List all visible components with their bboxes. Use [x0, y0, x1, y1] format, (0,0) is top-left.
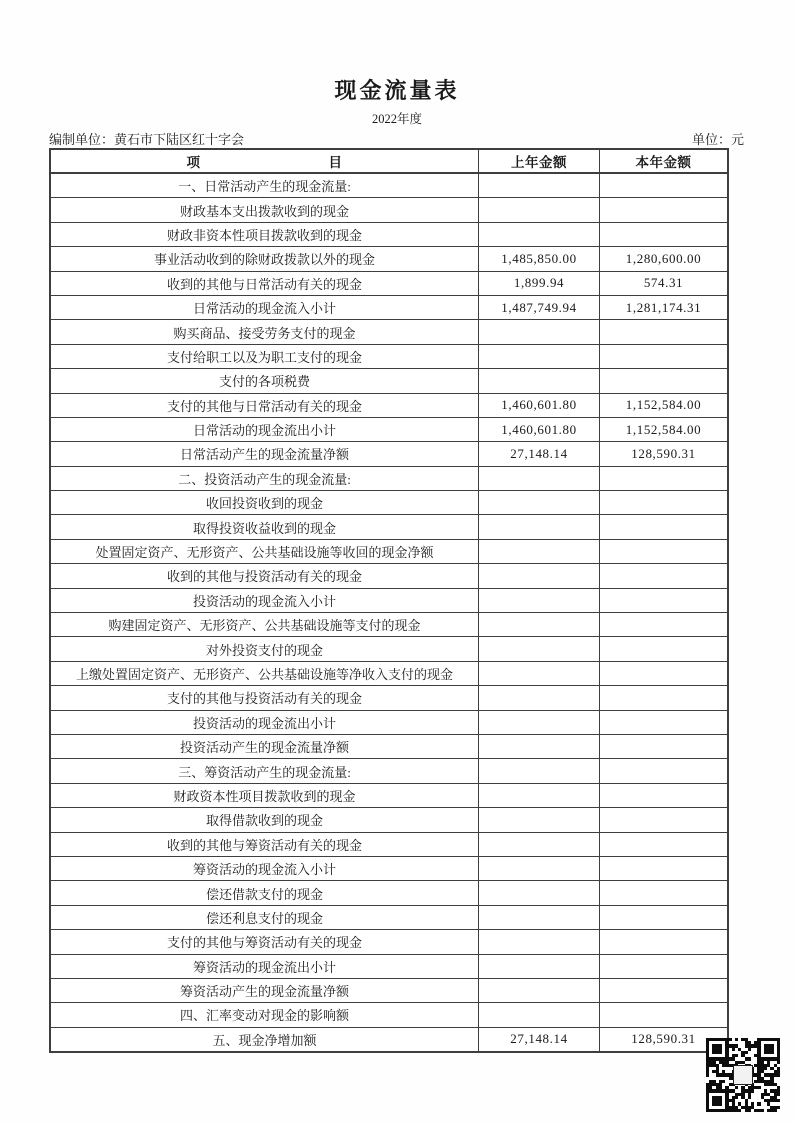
prepared-by-label: 编制单位：黄石市下陆区红十字会: [49, 132, 245, 147]
current-year-amount-cell: [600, 808, 727, 831]
current-year-amount-cell: [600, 833, 727, 856]
item-cell: 筹资活动的现金流出小计: [51, 955, 479, 978]
item-cell: 事业活动收到的除财政拨款以外的现金: [51, 247, 479, 270]
prev-year-amount-cell: [479, 808, 600, 831]
table-row: [51, 905, 727, 929]
current-year-amount-cell: [600, 881, 727, 904]
table-row: [51, 319, 727, 343]
item-cell: 偿还借款支付的现金: [51, 881, 479, 904]
current-year-amount-cell: 128,590.31: [631, 1031, 696, 1047]
current-year-amount-cell: 1,281,174.31: [625, 299, 702, 315]
current-year-amount-cell: [600, 784, 727, 807]
table-row: [51, 783, 727, 807]
table-row: [51, 880, 727, 904]
current-year-amount-cell: [600, 564, 727, 587]
item-cell: 购建固定资产、无形资产、公共基础设施等支付的现金: [51, 613, 479, 636]
table-row: [51, 441, 727, 465]
prev-year-amount-cell: [479, 564, 600, 587]
prev-year-amount-cell: [479, 857, 600, 880]
table-row: [51, 685, 727, 709]
prev-year-amount-cell: [479, 759, 600, 782]
item-cell: 三、筹资活动产生的现金流量:: [51, 759, 479, 782]
current-year-amount-cell: [600, 735, 727, 758]
document-title: 现金流量表: [334, 78, 460, 103]
qr-code: [706, 1038, 780, 1112]
prev-year-amount-cell: 27,148.14: [479, 1028, 600, 1051]
prev-year-amount-cell: 1,485,850.00: [479, 247, 600, 270]
table-row: [51, 978, 727, 1002]
item-cell: 收到的其他与日常活动有关的现金: [51, 272, 479, 295]
prev-year-amount-cell: [479, 784, 600, 807]
current-year-amount-cell: [600, 198, 727, 221]
current-year-amount-cell: [600, 345, 727, 368]
table-row: [51, 173, 727, 197]
item-cell: 处置固定资产、无形资产、公共基础设施等收回的现金净额: [51, 540, 479, 563]
item-cell: 四、汇率变动对现金的影响额: [51, 1003, 479, 1026]
item-cell: 一、日常活动产生的现金流量:: [51, 174, 479, 197]
current-year-amount-cell: [600, 662, 727, 685]
item-cell: 日常活动产生的现金流量净额: [51, 442, 479, 465]
prev-year-amount-cell: [479, 955, 600, 978]
current-year-amount-cell: [600, 930, 727, 953]
current-year-amount-cell: [600, 711, 727, 734]
prev-year-amount-cell: [479, 930, 600, 953]
item-cell: 投资活动产生的现金流量净额: [51, 735, 479, 758]
prev-year-amount-cell: [479, 906, 600, 929]
current-year-amount-cell: 574.31: [643, 275, 684, 291]
table-row: [51, 344, 727, 368]
report-period: 2022年度: [371, 112, 422, 126]
current-year-amount-cell: 128,590.31: [631, 445, 696, 461]
item-cell: 五、现金净增加额: [51, 1028, 479, 1051]
current-year-amount-cell: [600, 174, 727, 197]
table-row: [51, 197, 727, 221]
item-cell: 对外投资支付的现金: [51, 637, 479, 660]
current-year-amount-cell: [600, 515, 727, 538]
table-row: [51, 832, 727, 856]
table-row: [51, 393, 727, 417]
prev-year-amount-cell: [479, 467, 600, 490]
prev-year-amount-cell: 1,487,749.94: [479, 296, 600, 319]
table-row: [51, 271, 727, 295]
item-cell: 收到的其他与筹资活动有关的现金: [51, 833, 479, 856]
table-row: [51, 514, 727, 538]
table-row: [51, 636, 727, 660]
table-row: [51, 758, 727, 782]
current-year-amount-cell: [600, 1003, 727, 1026]
prev-year-amount-cell: [479, 491, 600, 514]
prev-year-amount-cell: [479, 1003, 600, 1026]
table-row: [51, 661, 727, 685]
item-cell: 购买商品、接受劳务支付的现金: [51, 320, 479, 343]
table-row: [51, 490, 727, 514]
qr-center-logo: [733, 1065, 753, 1085]
current-year-amount-cell: [600, 759, 727, 782]
current-year-amount-cell: [600, 223, 727, 246]
table-row: [51, 710, 727, 734]
table-row: [51, 734, 727, 758]
current-year-amount-cell: [600, 467, 727, 490]
prev-year-amount-cell: [479, 589, 600, 612]
prev-year-amount-cell: [479, 613, 600, 636]
prev-year-amount-cell: [479, 198, 600, 221]
current-year-amount-cell: 1,280,600.00: [625, 250, 702, 266]
table-row: [51, 612, 727, 636]
table-row: [51, 856, 727, 880]
table-row: [51, 588, 727, 612]
item-cell: 财政资本性项目拨款收到的现金: [51, 784, 479, 807]
prev-year-amount-cell: [479, 735, 600, 758]
current-year-amount-cell: [600, 613, 727, 636]
table-row: [51, 539, 727, 563]
table-row: [51, 417, 727, 441]
prev-year-amount-cell: 1,460,601.80: [479, 418, 600, 441]
item-cell: 上缴处置固定资产、无形资产、公共基础设施等净收入支付的现金: [51, 662, 479, 685]
prev-year-amount-cell: [479, 223, 600, 246]
unit-label: 单位：元: [691, 132, 744, 147]
table-row: [51, 246, 727, 270]
meta-row: [49, 129, 744, 148]
header-item-column: [51, 150, 479, 172]
table-row: [51, 368, 727, 392]
table-row: [51, 563, 727, 587]
item-cell: 支付的其他与筹资活动有关的现金: [51, 930, 479, 953]
item-cell: 投资活动的现金流出小计: [51, 711, 479, 734]
prev-year-amount-cell: [479, 637, 600, 660]
prev-year-amount-cell: [479, 881, 600, 904]
item-cell: 财政非资本性项目拨款收到的现金: [51, 223, 479, 246]
table-row: [51, 929, 727, 953]
current-year-amount-cell: [600, 540, 727, 563]
item-cell: 支付给职工以及为职工支付的现金: [51, 345, 479, 368]
header-current-year-column: 本年金额: [635, 155, 692, 170]
prev-year-amount-cell: [479, 833, 600, 856]
table-row: [51, 954, 727, 978]
current-year-amount-cell: [600, 637, 727, 660]
prev-year-amount-cell: [479, 320, 600, 343]
prev-year-amount-cell: [479, 686, 600, 709]
prev-year-amount-cell: 1,899.94: [479, 272, 600, 295]
table-row: [51, 807, 727, 831]
item-cell: 支付的其他与投资活动有关的现金: [51, 686, 479, 709]
current-year-amount-cell: 1,152,584.00: [625, 397, 702, 413]
current-year-amount-cell: [600, 369, 727, 392]
current-year-amount-cell: [600, 857, 727, 880]
table-row: [51, 222, 727, 246]
item-cell: 收到的其他与投资活动有关的现金: [51, 564, 479, 587]
item-cell: 支付的其他与日常活动有关的现金: [51, 394, 479, 417]
prev-year-amount-cell: [479, 369, 600, 392]
item-cell: 日常活动的现金流入小计: [51, 296, 479, 319]
item-cell: 取得借款收到的现金: [51, 808, 479, 831]
header-item-char-right: 目: [328, 155, 343, 170]
item-cell: 二、投资活动产生的现金流量:: [51, 467, 479, 490]
item-cell: 财政基本支出拨款收到的现金: [51, 198, 479, 221]
header-item-char-left: 项: [186, 155, 201, 170]
current-year-amount-cell: [600, 320, 727, 343]
prev-year-amount-cell: [479, 979, 600, 1002]
table-row: [51, 1002, 727, 1026]
current-year-amount-cell: [600, 955, 727, 978]
item-cell: 收回投资收到的现金: [51, 491, 479, 514]
prev-year-amount-cell: [479, 711, 600, 734]
current-year-amount-cell: [600, 589, 727, 612]
prev-year-amount-cell: 1,460,601.80: [479, 394, 600, 417]
cash-flow-table: [49, 148, 729, 1053]
prev-year-amount-cell: [479, 345, 600, 368]
item-cell: 偿还利息支付的现金: [51, 906, 479, 929]
table-row: [51, 1027, 727, 1051]
current-year-amount-cell: [600, 491, 727, 514]
table-header-row: [51, 150, 727, 173]
item-cell: 支付的各项税费: [51, 369, 479, 392]
prev-year-amount-cell: [479, 174, 600, 197]
prev-year-amount-cell: [479, 662, 600, 685]
current-year-amount-cell: 1,152,584.00: [625, 421, 702, 437]
item-cell: 投资活动的现金流入小计: [51, 589, 479, 612]
current-year-amount-cell: [600, 906, 727, 929]
table-row: [51, 295, 727, 319]
table-row: [51, 466, 727, 490]
item-cell: 取得投资收益收到的现金: [51, 515, 479, 538]
current-year-amount-cell: [600, 979, 727, 1002]
prev-year-amount-cell: [479, 515, 600, 538]
prev-year-amount-cell: 27,148.14: [479, 442, 600, 465]
prev-year-amount-cell: [479, 540, 600, 563]
header-prev-year-column: 上年金额: [479, 150, 600, 172]
item-cell: 筹资活动产生的现金流量净额: [51, 979, 479, 1002]
current-year-amount-cell: [600, 686, 727, 709]
item-cell: 筹资活动的现金流入小计: [51, 857, 479, 880]
item-cell: 日常活动的现金流出小计: [51, 418, 479, 441]
